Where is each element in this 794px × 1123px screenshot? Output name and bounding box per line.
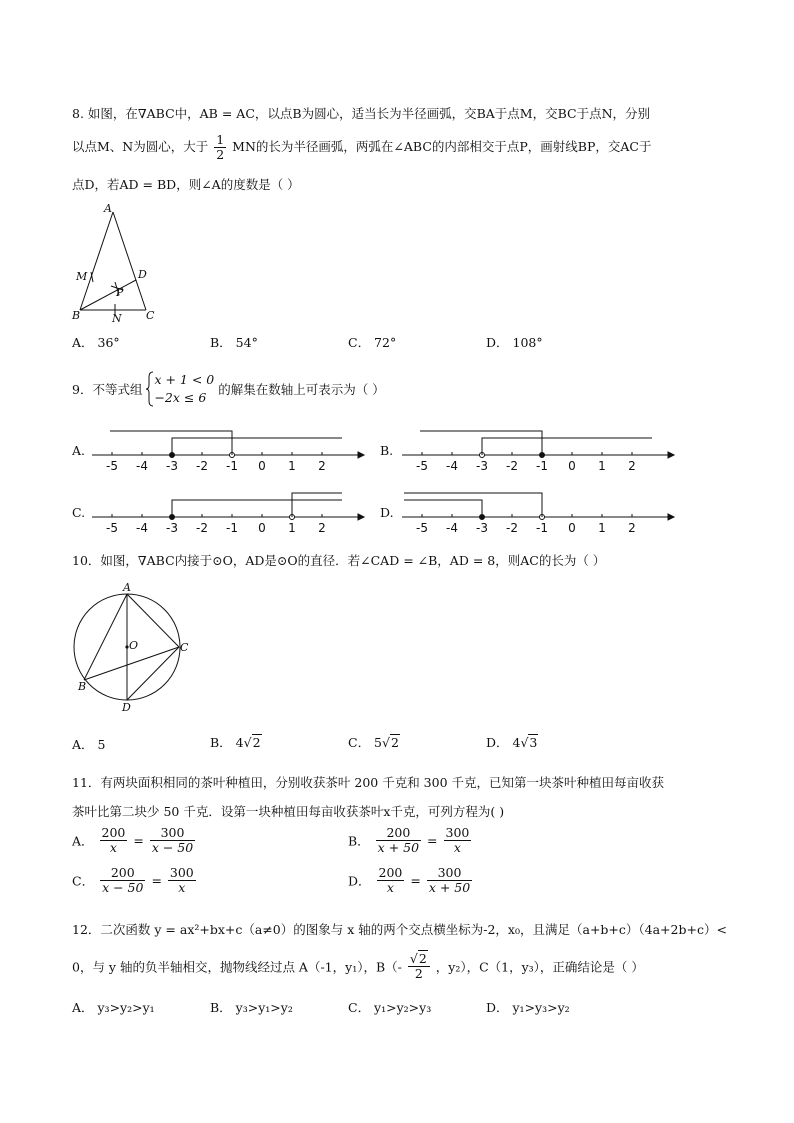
q12-line1: 12．二次函数 y = ax²+bx+c（a≠0）的图象与 x 轴的两个交点横坐标为-2，x₀，且满足（a+b+c）（4a+2b+c）< — [72, 922, 727, 937]
q10-option-c-radicand: 2 — [390, 735, 399, 750]
q11-option-a[interactable] — [72, 826, 197, 855]
q10-label-b: B — [78, 680, 87, 693]
q8-option-b[interactable]: B． 54° — [210, 335, 258, 350]
q10-option-a[interactable]: A． 5 — [72, 737, 106, 752]
radical-icon: √ — [243, 735, 252, 750]
q11-option-b-frac1 — [376, 826, 421, 855]
numerator: 300 — [445, 825, 470, 840]
q8-line1-text: 如图，在∇ABC中，AB = AC，以点B为圆心，适当长为半径画弧，交BA于点M，交BC于点N，分别 — [87, 106, 651, 121]
tick-label: 0 — [568, 521, 576, 535]
q11-option-c-frac2 — [168, 866, 196, 895]
q9-system-line2: −2x ≤ 6 — [154, 390, 207, 405]
q8-label-b: B — [72, 309, 81, 322]
denominator: x — [109, 840, 117, 855]
equals-sign: = — [427, 833, 438, 848]
q9-stem — [72, 371, 385, 407]
q10-option-c[interactable] — [348, 733, 400, 751]
radical-icon: √ — [409, 951, 418, 966]
q9-brace — [146, 371, 154, 407]
equals-sign: = — [151, 873, 162, 888]
q8-fraction — [214, 133, 226, 162]
tick-label: -5 — [106, 459, 118, 473]
q11-option-b-frac2 — [444, 826, 472, 855]
bracket-geq-minus-3 — [172, 438, 342, 455]
tick-label: -2 — [196, 459, 208, 473]
q10-circle-figure — [66, 580, 196, 715]
tick-label: -3 — [476, 521, 488, 535]
q8-option-d[interactable]: D． 108° — [486, 335, 543, 350]
q11-option-d[interactable] — [348, 866, 474, 895]
q11-option-d-frac2 — [427, 866, 472, 895]
q8-line2-b: MN的长为半径画弧，两弧在∠ABC的内部相交于点P，画射线BP，交AC于 — [232, 139, 652, 154]
tick-label: -2 — [506, 521, 518, 535]
tick-label: 1 — [288, 459, 296, 473]
tick-label: -2 — [196, 521, 208, 535]
denominator: x − 50 — [102, 880, 144, 895]
q12-option-d[interactable]: D． y₁>y₃>y₂ — [486, 1000, 570, 1015]
q10-chord-cd — [127, 647, 179, 700]
denominator: x — [453, 840, 461, 855]
q11-line2: 茶叶比第二块少 50 千克．设第一块种植田每亩收获茶叶x千克，可列方程为( ) — [72, 804, 505, 819]
q8-label-n: N — [112, 312, 122, 325]
tick-label: -1 — [226, 521, 238, 535]
tick-label: 2 — [318, 521, 326, 535]
q10-label-d: D — [122, 701, 131, 714]
q11-option-d-label: D． — [348, 873, 371, 889]
bracket-less-than-minus-1 — [404, 493, 542, 517]
tick-label: -3 — [166, 521, 178, 535]
axis-arrow — [668, 452, 674, 458]
tick-label: -1 — [226, 459, 238, 473]
q8-line2 — [72, 133, 652, 162]
equals-sign: = — [410, 873, 421, 888]
numerator: 300 — [150, 826, 195, 841]
denominator: x + 50 — [428, 880, 471, 895]
radical-icon: √ — [382, 735, 390, 750]
q9-stem-a: 9．不等式组 — [72, 382, 143, 397]
q8-line3-text: 点D，若AD = BD，则∠A的度数是（ ） — [72, 177, 300, 192]
numerator: 200 — [100, 866, 145, 881]
q9-system — [146, 371, 214, 407]
bracket-leq-minus-3 — [404, 500, 482, 517]
numerator: 300 — [169, 865, 194, 880]
q9-option-c-letter[interactable]: C. — [72, 505, 86, 520]
q9-numberline-c[interactable] — [88, 487, 368, 537]
q11-option-a-label: A． — [72, 833, 94, 849]
tick-label: 1 — [598, 521, 606, 535]
q11-option-a-frac2 — [150, 826, 195, 855]
q11-option-c-frac1 — [100, 866, 145, 895]
q12-radicand: 2 — [418, 951, 427, 966]
q9-numberline-b[interactable] — [398, 425, 678, 475]
q9-option-a-letter[interactable]: A. — [72, 443, 86, 458]
denominator: x − 50 — [151, 840, 194, 855]
tick-label: -5 — [416, 459, 428, 473]
q12-option-c[interactable]: C． y₁>y₂>y₃ — [348, 1000, 432, 1015]
q8-label-c: C — [146, 309, 155, 322]
tick-label: 0 — [568, 459, 576, 473]
q8-option-a[interactable]: A． 36° — [72, 335, 120, 350]
q10-label-o: O — [129, 639, 139, 652]
q9-numberline-a[interactable] — [88, 425, 368, 475]
bracket-leq-minus-1 — [420, 431, 542, 455]
q8-frac-num: 1 — [216, 132, 225, 147]
q11-option-b[interactable] — [348, 826, 473, 855]
denominator: x — [178, 880, 186, 895]
q8-label-m: M — [76, 270, 88, 283]
q12-fraction — [408, 952, 430, 981]
q10-option-d-radicand: 3 — [529, 735, 538, 750]
numerator: 200 — [378, 865, 403, 880]
tick-label: -1 — [536, 459, 548, 473]
numerator: 200 — [376, 826, 421, 841]
q10-option-b-radicand: 2 — [252, 735, 261, 750]
axis-arrow — [358, 452, 364, 458]
q11-option-d-frac1 — [377, 866, 405, 895]
numerator: 200 — [101, 825, 126, 840]
tick-label: -4 — [136, 459, 148, 473]
q10-option-d[interactable] — [486, 733, 538, 751]
tick-label: 0 — [258, 521, 266, 535]
q11-option-a-frac1 — [100, 826, 128, 855]
q8-label-p: P — [116, 286, 124, 299]
tick-label: -4 — [446, 459, 458, 473]
q9-option-b-letter[interactable]: B. — [380, 443, 394, 458]
q10-label-a: A — [123, 581, 131, 594]
tick-label: -1 — [536, 521, 548, 535]
q8-frac-den: 2 — [216, 147, 225, 162]
q8-line2-a: 以点M、N为圆心，大于 — [72, 139, 209, 154]
bracket-greater-than-1 — [292, 493, 342, 517]
bracket-less-than-minus-1 — [110, 431, 232, 455]
q11-option-c[interactable] — [72, 866, 198, 895]
tick-label: 2 — [628, 459, 636, 473]
denominator: x + 50 — [377, 840, 420, 855]
tick-label: 1 — [288, 521, 296, 535]
q8-line1 — [72, 104, 650, 122]
q11-option-b-label: B． — [348, 833, 370, 849]
q10-option-d-coef: D． 4 — [486, 735, 521, 750]
q10-option-b-coef: B． 4 — [210, 735, 244, 750]
q12-option-b[interactable]: B． y₃>y₁>y₂ — [210, 1000, 293, 1015]
axis-arrow — [358, 514, 364, 520]
axis-arrow — [668, 514, 674, 520]
tick-label: -5 — [106, 521, 118, 535]
q9-stem-b: 的解集在数轴上可表示为（ ） — [218, 382, 385, 397]
tick-label: 2 — [628, 521, 636, 535]
q12-line2-b: ，y₂），C（1，y₃），正确结论是（ ） — [435, 959, 644, 975]
q10-option-b[interactable] — [210, 733, 262, 751]
q8-label-a: A — [104, 202, 112, 215]
q12-frac-num — [408, 952, 430, 967]
q8-triangle-figure — [68, 200, 168, 325]
q10-stem: 10．如图，∇ABC内接于⊙O，AD是⊙O的直径．若∠CAD = ∠B，AD = 8，则AC的长为（ ） — [72, 553, 606, 568]
q8-number: 8. — [72, 106, 84, 121]
q9-numberline-d[interactable] — [398, 487, 678, 537]
q10-option-c-coef: C． 5 — [348, 735, 382, 750]
q10-label-c: C — [180, 641, 189, 654]
bracket-greater-than-minus-3 — [482, 438, 652, 455]
numerator: 300 — [427, 866, 472, 881]
denominator: x — [386, 880, 394, 895]
tick-label: -5 — [416, 521, 428, 535]
tick-label: 0 — [258, 459, 266, 473]
tick-label: -3 — [166, 459, 178, 473]
q12-line2 — [72, 952, 644, 981]
q11-line1: 11．有两块面积相同的茶叶种植田，分别收获茶叶 200 千克和 300 千克，已知第一块茶叶种植田每亩收获 — [72, 775, 665, 790]
equals-sign: = — [133, 833, 144, 848]
tick-label: 2 — [318, 459, 326, 473]
bracket-geq-minus-3 — [172, 500, 342, 517]
tick-label: 1 — [598, 459, 606, 473]
q9-option-d-letter[interactable]: D. — [380, 505, 394, 520]
tick-label: -2 — [506, 459, 518, 473]
q12-option-a[interactable]: A． y₃>y₂>y₁ — [72, 1000, 155, 1015]
q8-option-c[interactable]: C． 72° — [348, 335, 397, 350]
q12-frac-den: 2 — [414, 966, 423, 981]
q11-option-c-label: C． — [72, 873, 95, 889]
tick-label: -4 — [446, 521, 458, 535]
radical-icon: √ — [520, 735, 529, 750]
q12-line2-a: 0，与 y 轴的负半轴相交，抛物线经过点 A（-1，y₁），B（- — [72, 959, 402, 975]
tick-label: -3 — [476, 459, 488, 473]
tick-label: -4 — [136, 521, 148, 535]
q8-label-d: D — [138, 268, 147, 281]
q8-line3 — [72, 175, 300, 193]
q9-system-line1: x + 1 < 0 — [154, 372, 215, 387]
